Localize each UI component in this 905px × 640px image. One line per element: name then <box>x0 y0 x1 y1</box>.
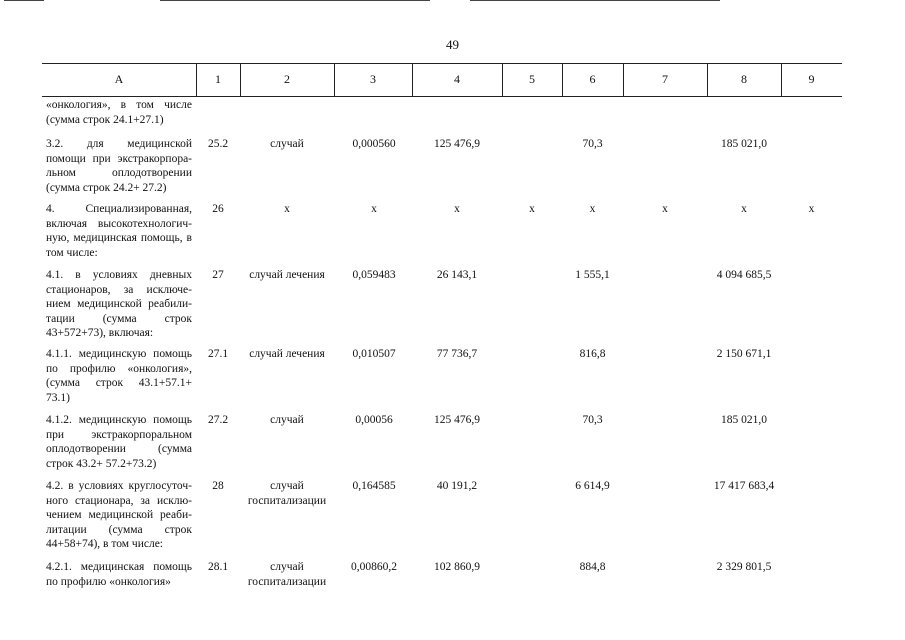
row-code: 27.2 <box>207 414 229 426</box>
row-value-col8: х <box>741 203 747 215</box>
page-number: 49 <box>446 37 459 52</box>
row-code: 27 <box>212 269 224 281</box>
row-value-col3: 0,059483 <box>352 269 396 281</box>
row-code: 28.1 <box>207 561 229 573</box>
row-value-col8: 2 329 801,5 <box>716 561 772 573</box>
row-code: 28 <box>212 480 224 492</box>
row-value-col3: 0,164585 <box>352 480 396 492</box>
row-value-col6: х <box>589 203 596 215</box>
row-value-col9: х <box>808 203 815 215</box>
row-value-col3: 0,000560 <box>352 138 396 150</box>
column-header-a: A <box>114 72 124 86</box>
row-label: «онкология», в том числе (сумма строк 24.1+27.1) <box>46 99 192 126</box>
row-value-col6: 70,3 <box>582 414 603 426</box>
row-label: 3.2. для медицинской помощи при экстракорпора-льном оплодотворении (сумма строк 24.2+ 27.2) <box>46 138 192 194</box>
row-value-col4: х <box>454 203 460 215</box>
row-value-col6: 816,8 <box>579 348 606 360</box>
row-value-col4: 125 476,9 <box>434 138 480 150</box>
row-value-col3: 0,00056 <box>355 414 393 426</box>
row-value-col3: 0,00860,2 <box>351 561 397 573</box>
column-header-7: 7 <box>662 72 668 86</box>
row-value-col8: 2 150 671,1 <box>716 348 772 360</box>
row-unit: случай <box>270 138 304 150</box>
row-value-col6: 1 555,1 <box>575 269 610 281</box>
row-unit: случай лечения <box>249 348 325 360</box>
row-value-col3: 0,010507 <box>352 348 396 360</box>
row-value-col8: 17 417 683,4 <box>713 480 775 492</box>
top-rule-middle <box>160 0 430 1</box>
column-header-4: 4 <box>454 72 460 86</box>
row-label: 4.1.2. медицинскую помощь при экстракорпоральном оплодотворении (сумма строк 43.2+ 57.2+73.2) <box>46 414 192 470</box>
row-value-col6: 70,3 <box>582 138 603 150</box>
row-code: 25.2 <box>207 138 229 150</box>
row-value-col6: 6 614,9 <box>575 480 610 492</box>
row-value-col4: 102 860,9 <box>434 561 480 573</box>
row-label: 4.2.1. медицинская помощь по профилю «онкология» <box>46 561 192 588</box>
column-header-3: 3 <box>370 72 376 86</box>
column-header-5: 5 <box>529 72 535 86</box>
row-value-col8: 4 094 685,5 <box>716 269 772 281</box>
row-value-col4: 40 191,2 <box>436 480 478 492</box>
row-label: 4.2. в условиях круглосуточ-ного стационара, за исклю-чением медицинской реаби-литации (сумма строк 44+58+74), в том числе: <box>46 480 192 550</box>
column-header-1: 1 <box>215 72 221 86</box>
row-value-col4: 26 143,1 <box>436 269 478 281</box>
top-rule-left <box>4 0 44 1</box>
row-unit: случай лечения <box>249 269 325 281</box>
row-unit: случай <box>270 414 304 426</box>
row-label: 4. Специализированная, включая высокотехнологич-ную, медицинская помощь, в том числе: <box>46 203 192 259</box>
row-label: 4.1. в условиях дневных стационаров, за исключе-нием медицинской реабили-тации (сумма строк 43+572+73), включая: <box>46 269 192 339</box>
column-header-2: 2 <box>284 72 290 86</box>
row-label: 4.1.1. медицинскую помощь по профилю «онкология», (сумма строк 43.1+57.1+ 73.1) <box>46 348 192 404</box>
row-value-col6: 884,8 <box>579 561 606 573</box>
row-unit: х <box>284 203 290 215</box>
top-rule-right <box>470 0 720 1</box>
row-value-col8: 185 021,0 <box>721 138 767 150</box>
column-header-9: 9 <box>808 72 815 86</box>
row-value-col4: 77 736,7 <box>436 348 478 360</box>
row-value-col4: 125 476,9 <box>434 414 480 426</box>
row-code: 27.1 <box>207 348 229 360</box>
column-header-8: 8 <box>741 72 747 86</box>
row-unit: случай госпитализации <box>247 480 327 507</box>
column-header-6: 6 <box>589 72 596 86</box>
row-value-col5: х <box>529 203 535 215</box>
row-value-col7: х <box>662 203 668 215</box>
header-bottom-border <box>42 96 842 97</box>
row-value-col3: х <box>371 203 377 215</box>
row-unit: случай госпитализации <box>247 561 327 588</box>
row-code: 26 <box>212 203 224 215</box>
row-value-col8: 185 021,0 <box>721 414 767 426</box>
